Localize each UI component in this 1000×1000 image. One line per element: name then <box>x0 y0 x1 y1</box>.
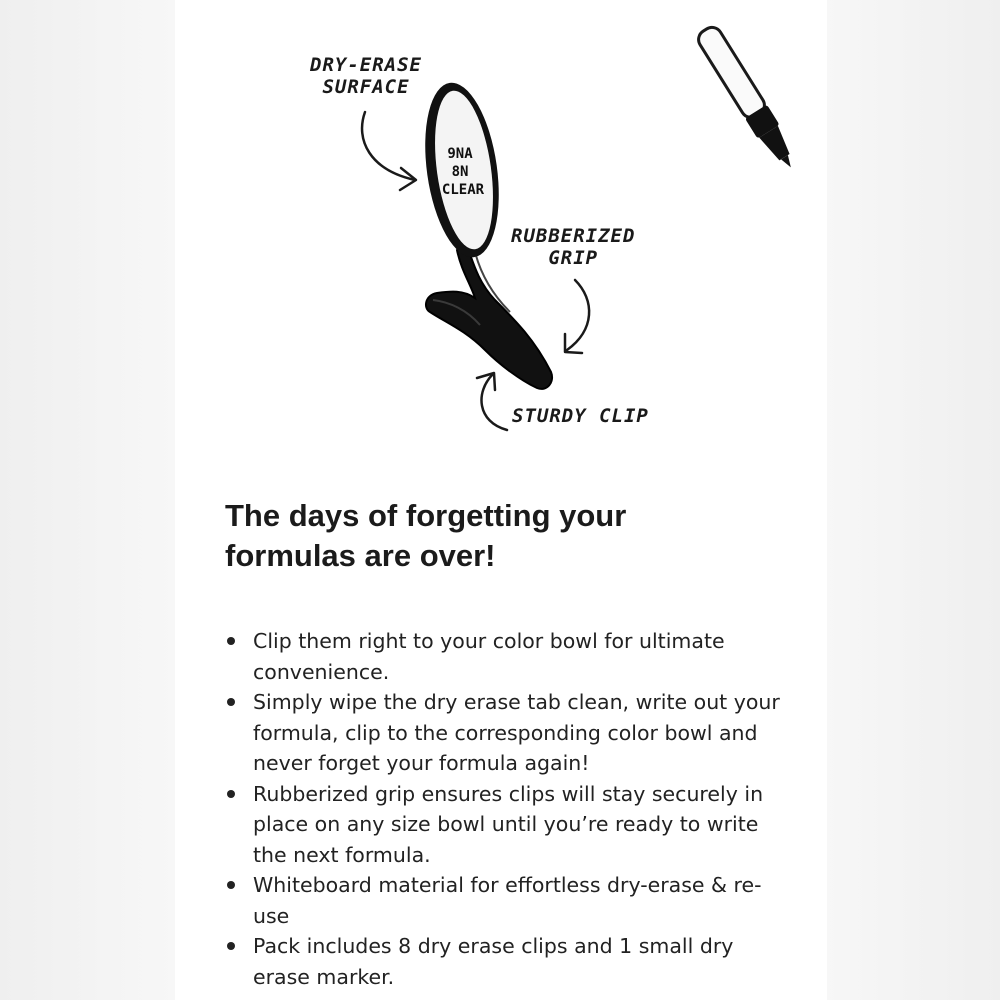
headline-line2: formulas are over! <box>225 538 496 573</box>
list-item <box>225 687 785 779</box>
bullet-dot-icon <box>227 790 235 798</box>
callout-surface-line1: DRY-ERASE <box>310 54 422 76</box>
marker-icon <box>694 23 802 174</box>
callout-rubberized-grip <box>511 225 635 269</box>
dry-erase-tab <box>415 78 509 262</box>
bullet-dot-icon <box>227 637 235 645</box>
product-illustration <box>175 0 827 470</box>
callout-sturdy-clip: STURDY CLIP <box>512 405 649 427</box>
list-item-text: Clip them right to your color bowl for ultimate convenience. <box>253 629 725 684</box>
bullet-dot-icon <box>227 942 235 950</box>
arrow-surface-icon <box>362 112 416 190</box>
callout-dry-erase-surface <box>310 54 422 98</box>
list-item-text: Simply wipe the dry erase tab clean, write out your formula, clip to the corresponding color bowl and never forget your formula again! <box>253 690 780 775</box>
arrow-grip-icon <box>565 280 589 353</box>
bullet-dot-icon <box>227 881 235 889</box>
list-item <box>225 931 785 992</box>
list-item <box>225 870 785 931</box>
clip-drawing <box>175 0 827 470</box>
list-item <box>225 779 785 871</box>
tab-text-line1: 9NA <box>447 146 473 162</box>
callout-grip-line1: RUBBERIZED <box>511 225 636 247</box>
feature-list <box>225 626 785 992</box>
headline-line1: The days of forgetting your <box>225 498 627 533</box>
list-item-text: Pack includes 8 dry erase clips and 1 small dry erase marker. <box>253 934 734 989</box>
headline <box>225 496 785 576</box>
arrow-clip-icon <box>477 373 507 430</box>
product-description-card <box>175 0 827 1000</box>
list-item <box>225 626 785 687</box>
tab-text-line3: CLEAR <box>441 182 485 198</box>
left-margin <box>0 0 175 1000</box>
tab-text-line2: 8N <box>451 164 469 180</box>
callout-surface-line2: SURFACE <box>322 76 410 98</box>
list-item-text: Whiteboard material for effortless dry-erase & re-use <box>253 873 762 928</box>
callout-grip-line2: GRIP <box>548 247 599 269</box>
right-margin <box>825 0 1000 1000</box>
list-item-text: Rubberized grip ensures clips will stay securely in place on any size bowl until you’re ready to write the next formula. <box>253 781 764 867</box>
bullet-dot-icon <box>227 698 235 706</box>
